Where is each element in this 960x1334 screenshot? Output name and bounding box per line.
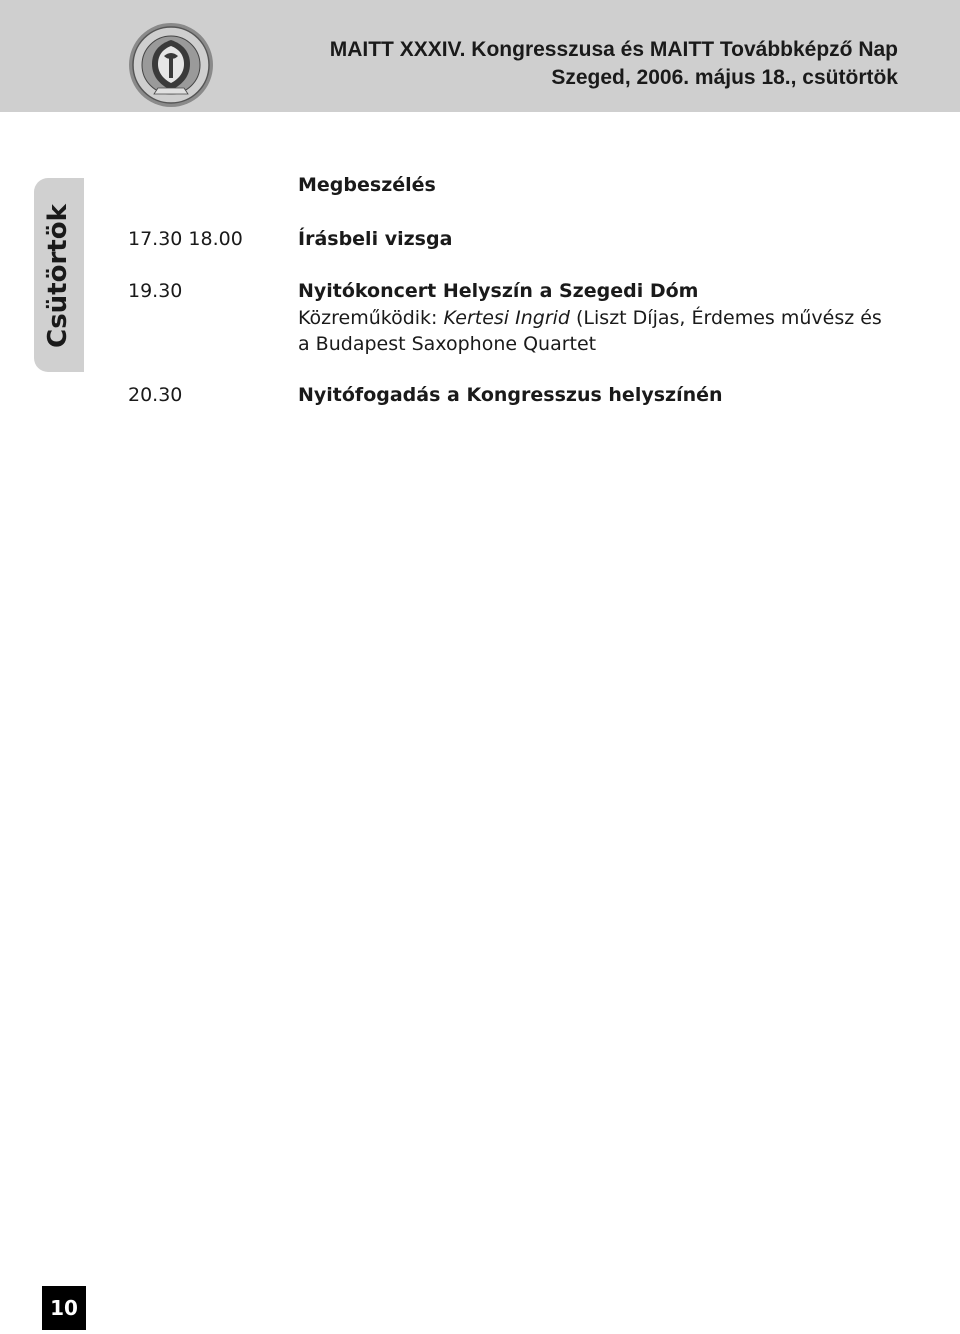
society-seal-icon — [128, 22, 214, 108]
schedule-item-detail — [298, 305, 898, 357]
page-number: 10 — [42, 1286, 86, 1330]
schedule-item-time: 20.30 — [128, 384, 183, 406]
document-header-title — [330, 36, 898, 92]
header-title-line1: MAITT XXXIV. Kongresszusa és MAITT Továbbképző Nap — [329, 38, 898, 61]
detail-suffix: (Liszt Díjas, Érdemes művész és a Budapest Saxophone Quartet — [298, 307, 882, 355]
header-title-line2: Szeged, 2006. május 18., csütörtök — [551, 66, 898, 89]
detail-prefix: Közreműködik: — [298, 307, 444, 329]
day-tab-label: Csütörtök — [43, 204, 73, 348]
schedule-item-title: Írásbeli vizsga — [298, 228, 453, 250]
schedule-item-title: Megbeszélés — [298, 174, 436, 196]
performer-name: Kertesi Ingrid — [443, 307, 570, 329]
schedule-item-title: Nyitókoncert Helyszín a Szegedi Dóm — [298, 280, 699, 302]
schedule-item-time: 17.30 18.00 — [128, 228, 243, 250]
schedule-item-title: Nyitófogadás a Kongresszus helyszínén — [298, 384, 723, 406]
schedule-item-time: 19.30 — [128, 280, 183, 302]
